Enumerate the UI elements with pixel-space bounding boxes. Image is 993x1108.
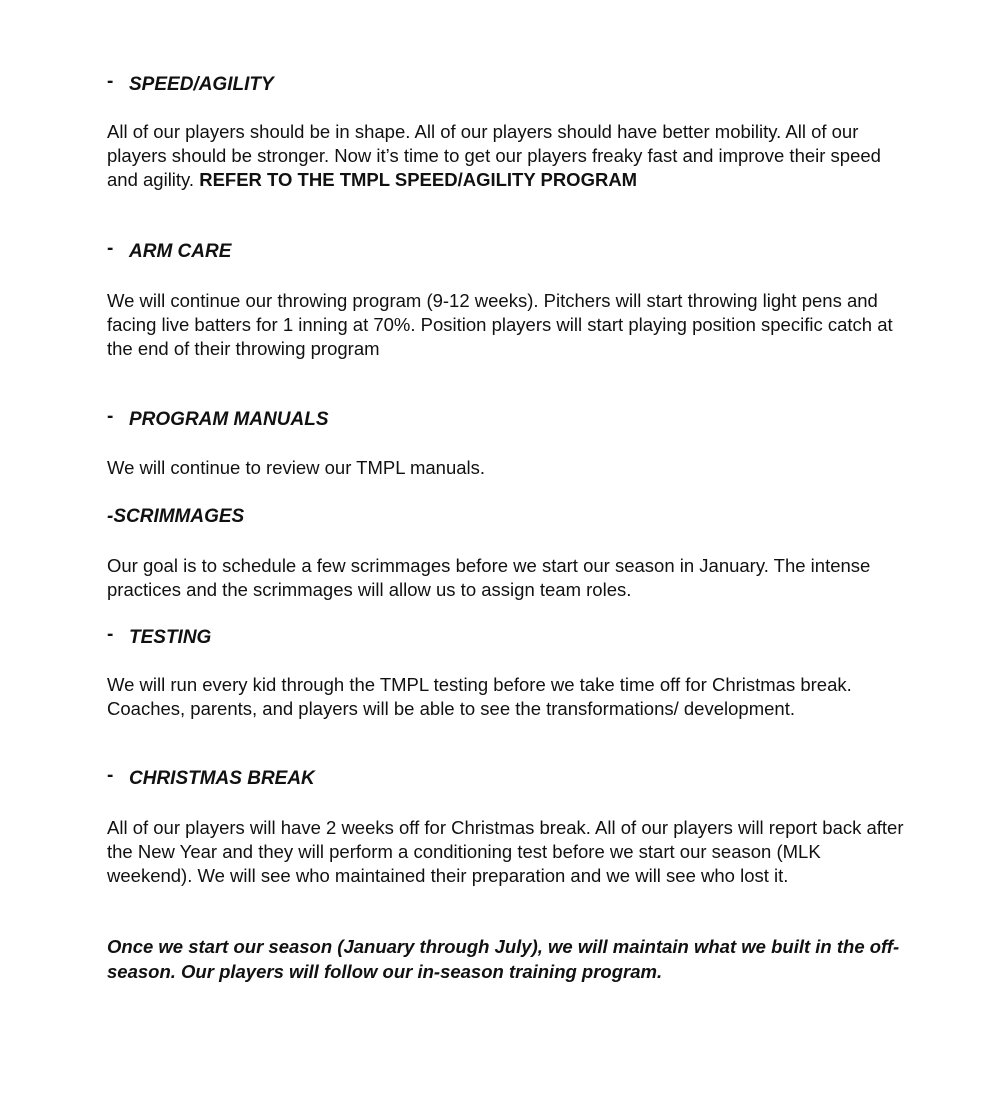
- section-title: PROGRAM MANUALS: [129, 409, 329, 430]
- section-title: CHRISTMAS BREAK: [129, 768, 315, 789]
- section-title: TESTING: [129, 627, 212, 648]
- section-body-testing: We will run every kid through the TMPL testing before we take time off for Christmas break. Coaches, parents, and players will be able to see the transformations/ development.: [107, 674, 852, 720]
- section-heading-scrimmages: [107, 505, 244, 529]
- bullet-dash: -: [107, 624, 114, 645]
- section-body-speed-agility: [107, 120, 907, 193]
- section-heading-christmas-break: [107, 767, 315, 791]
- program-reference-emphasis: REFER TO THE TMPL SPEED/AGILITY PROGRAM: [199, 169, 638, 191]
- section-heading-speed-agility: [107, 73, 274, 97]
- section-body-text: All of our players should be in shape. All of our players should have better mobility. All of our players should be stronger. Now it’s time to get our players freaky fast and improve their speed and agility.: [107, 121, 881, 191]
- section-title: SPEED/AGILITY: [129, 74, 274, 95]
- section-heading-arm-care: [107, 240, 231, 264]
- section-title: SCRIMMAGES: [113, 506, 245, 527]
- bullet-dash: -: [107, 238, 114, 259]
- bullet-dash: -: [107, 71, 114, 92]
- section-body-christmas-break: All of our players will have 2 weeks off for Christmas break. All of our players will report back after the New Year and they will perform a conditioning test before we start our season (MLK weekend). We will see who maintained their preparation and we will see who lost it.: [107, 817, 904, 887]
- section-title: ARM CARE: [129, 241, 232, 262]
- section-body-arm-care: We will continue our throwing program (9-12 weeks). Pitchers will start throwing light pens and facing live batters for 1 inning at 70%. Position players will start playing position specific catch at the end of their throwing program: [107, 290, 893, 360]
- section-heading-program-manuals: [107, 408, 329, 432]
- bullet-dash: -: [107, 406, 114, 427]
- bullet-dash: -: [107, 765, 114, 786]
- section-heading-testing: [107, 626, 211, 650]
- section-body-program-manuals: We will continue to review our TMPL manuals.: [107, 457, 486, 478]
- section-body-scrimmages: Our goal is to schedule a few scrimmages before we start our season in January. The intense practices and the scrimmages will allow us to assign team roles.: [107, 555, 871, 601]
- bullet-dash: -: [107, 506, 114, 527]
- closing-statement: Once we start our season (January through July), we will maintain what we built in the off-season. Our players will follow our in-season training program.: [107, 936, 900, 982]
